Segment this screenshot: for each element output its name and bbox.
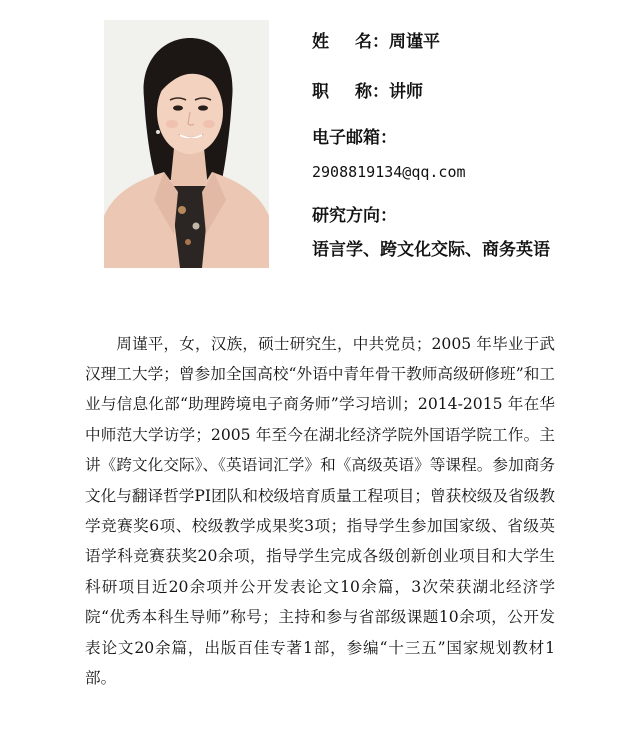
- research-value: 语言学、跨文化交际、商务英语: [312, 240, 550, 260]
- research-label: 研究方向：: [312, 206, 397, 226]
- name-row: [312, 32, 440, 52]
- name-value: 周谨平: [389, 32, 440, 52]
- title-row: [312, 82, 423, 102]
- email-label: 电子邮箱：: [312, 128, 397, 148]
- biography-paragraph: 周谨平，女，汉族，硕士研究生，中共党员；2005 年毕业于武汉理工大学；曾参加全国高校“外语中青年骨干教师高级研修班”和工业与信息化部“助理跨境电子商务师”学习培训；2014-2015 年在华中师范大学访学；2005 年至今在湖北经济学院外国语学院工作。主讲《跨文化交际》、《英语词汇学》和《高级英语》等课程。参加商务文化与翻译哲学PI团队和校级培育质量工程项目；曾获校级及省级教学竞赛奖6项、校级教学成果奖3项；指导学生参加国家级、省级英语学科竞赛获奖20余项，指导学生完成各级创新创业项目和大学生科研项目近20余项并公开发表论文10余篇，3次荣获湖北经济学院“优秀本科生导师”称号；主持和参与省部级课题10余项，公开发表论文20余篇，出版百佳专著1部，参编“十三五”国家规划教材1部。: [85, 334, 555, 688]
- email-value: 2908819134@qq.com: [312, 163, 466, 181]
- title-label-char2: 称：: [355, 82, 389, 102]
- name-label-char1: 姓: [312, 32, 329, 52]
- profile-photo: [104, 20, 269, 268]
- title-label-char1: 职: [312, 82, 329, 102]
- portrait-image: [104, 20, 269, 268]
- name-label-char2: 名：: [355, 32, 389, 52]
- title-value: 讲师: [389, 82, 423, 102]
